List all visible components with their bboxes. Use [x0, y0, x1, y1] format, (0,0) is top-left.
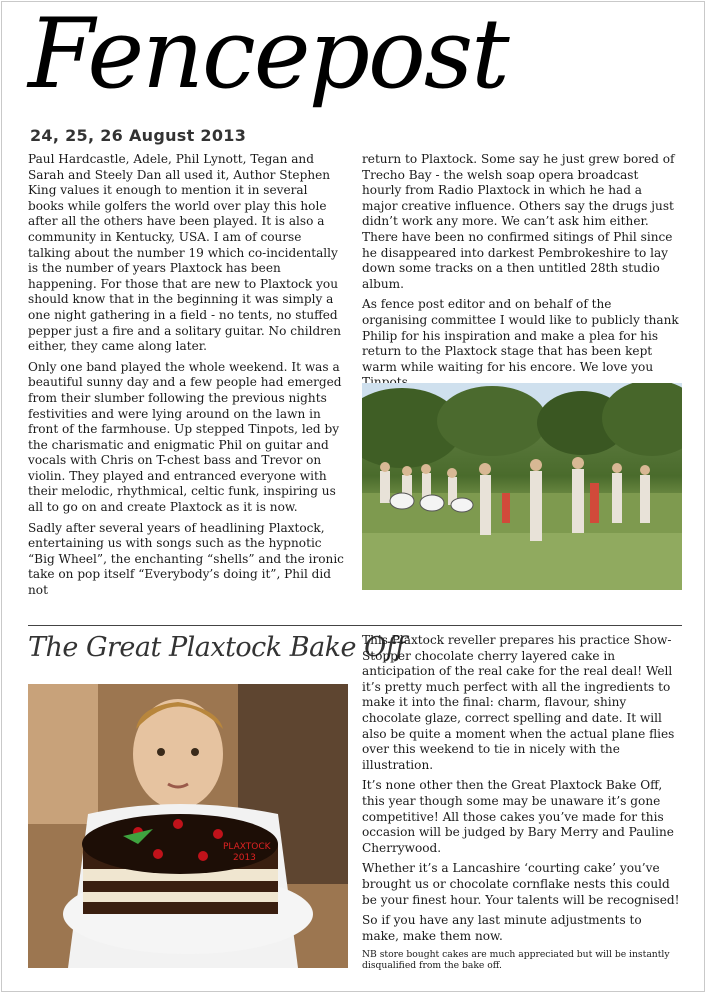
article-paragraph: Only one band played the whole weekend. It was a beautiful sunny day and a few people had emerged from their slumber following the previous nights festivities and were lying around on the lawn in front of the farmhouse. Up stepped Tinpots, led by the charismatic and enigmatic Phil on guitar and vocals with Chris on T-chest bass and Trevor on violin. They played and entranced everyone with their melodic, rhythmical, celtic funk, inspiring us all to go on and create Plaxtock as it is now. [28, 359, 342, 515]
dateline: 24, 25, 26 August 2013 [30, 126, 247, 145]
article-paragraph: Whether it’s a Lancashire ‘courting cake’ you’ve brought us or chocolate cornflake nests this could be your finest hour. Your talents will be recognised! [362, 861, 680, 907]
article-paragraph: return to Plaxtock. Some say he just grew bored of Trecho Bay - the welsh soap opera broadcast hourly from Radio Plaxtock in which he had a major creative influence. Others say the drugs just didn’t work any more. We can’t ask him either. There have been no confirmed sitings of Phil since he disappeared into darkest Pembrokeshire to lay down some tracks on a then untitled 28th studio album. [362, 152, 675, 291]
bakeoff-column [362, 633, 682, 976]
band-crowd-photo [362, 383, 682, 590]
article-paragraph: So if you have any last minute adjustments to make, make them now. [362, 913, 642, 943]
article-column-1 [28, 152, 346, 604]
svg-text:2013: 2013 [233, 853, 256, 863]
crowd-illustration [362, 383, 682, 590]
bakeoff-heading: The Great Plaxtock Bake Off [28, 632, 405, 663]
masthead-title: Fencepost [28, 0, 508, 110]
footnote: NB store bought cakes are much appreciated but will be instantly disqualified from the bake off. [362, 949, 670, 972]
article-paragraph: It’s none other then the Great Plaxtock Bake Off, this year though some may be unaware it’s gone competitive! All those cakes you’ve made for this occasion will be judged by Bary Merry and Pauline Cherrywood. [362, 778, 674, 855]
cake-illustration [28, 684, 348, 968]
article-paragraph: This Plaxtock reveller prepares his practice Show-Stopper chocolate cherry layered cake in anticipation of the real cake for the real deal! Well it’s pretty much perfect with all the ingredients to make it into the final: charm, flavour, shiny chocolate glaze, correct spelling and date. It will also be quite a moment when the actual plane flies over this weekend to tie in nicely with the illustration. [362, 633, 675, 772]
article-paragraph: As fence post editor and on behalf of the organising committee I would like to publicly thank Philip for his inspiration and make a plea for his return to the Plaxtock stage that has been kept warm while waiting for his encore. We love you [362, 297, 679, 374]
article-column-2 [362, 152, 680, 396]
section-divider [28, 625, 682, 626]
boy-cake-photo [28, 684, 348, 968]
article-paragraph: Paul Hardcastle, Adele, Phil Lynott, Tegan and Sarah and Steely Dan all used it, Author Stephen King values it enough to mention it in several books while golfers the world over play this hole after all the others have been played. It is also a community in Kentucky, USA. I am of course talking about the number 19 which co-incidentally is the number of years Plaxtock has been happening. For those that are new to Plaxtock you should know that in the beginning it was simply a one night gathering in a field - no tents, no stuffed pepper just a fire and a solitary guitar. No children either, they came along later. [28, 152, 341, 354]
article-paragraph: Sadly after several years of headlining Plaxtock, entertaining us with songs such as the hypnotic “Big Wheel”, the enchanting “shells” and the ironic take on pop itself “Everybody’s doing it”, Phil did not [28, 520, 344, 598]
cake-lettering: PLAXTOCK [223, 842, 271, 852]
